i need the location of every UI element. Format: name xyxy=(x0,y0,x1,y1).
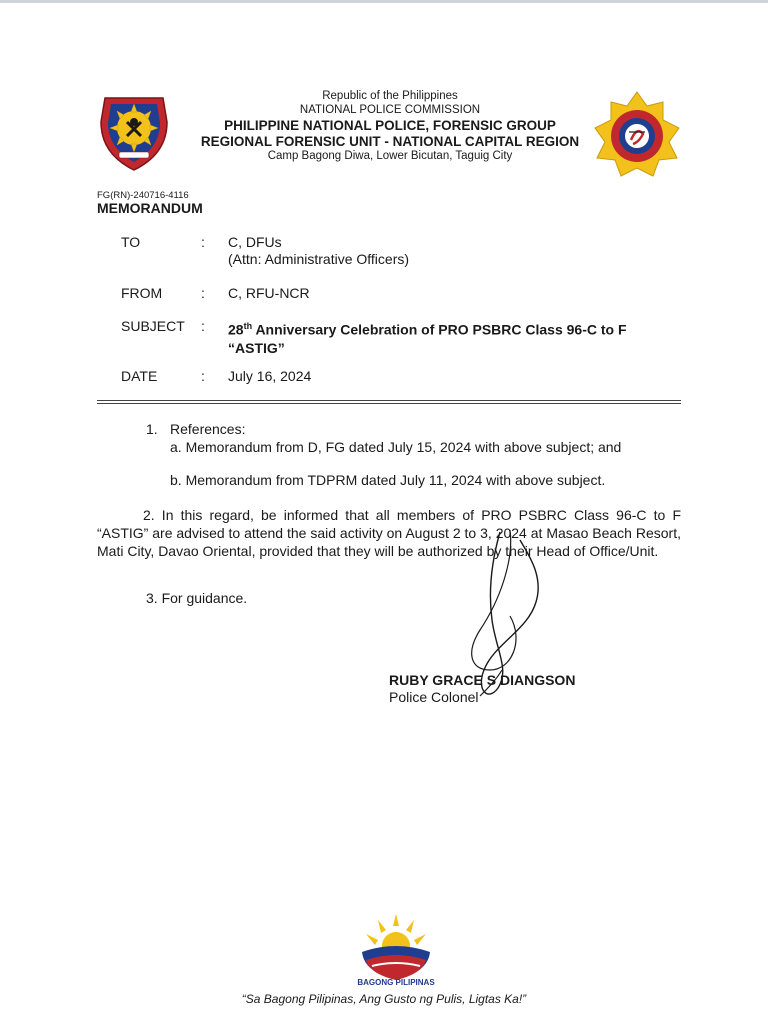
subject-line2: “ASTIG” xyxy=(228,339,285,356)
date-value: July 16, 2024 xyxy=(228,368,312,384)
pnp-forensic-group-seal-icon xyxy=(591,90,683,182)
header-rfu-ncr: REGIONAL FORENSIC UNIT - NATIONAL CAPITAL REGION xyxy=(200,134,580,149)
date-label: DATE xyxy=(121,368,158,384)
ref-heading: References: xyxy=(170,421,246,437)
subject-number: 28 xyxy=(228,321,244,338)
bagong-pilipinas-wordmark: BAGONG PILIPINAS xyxy=(357,978,435,987)
footer-motto: “Sa Bagong Pilipinas, Ang Gusto ng Pulis, Ligtas Ka!” xyxy=(241,992,527,1006)
divider-line xyxy=(97,400,681,401)
to-attn: (Attn: Administrative Officers) xyxy=(228,251,410,267)
header-republic: Republic of the Philippines xyxy=(322,90,458,102)
from-colon: : xyxy=(201,285,205,301)
divider-line-double xyxy=(97,403,681,404)
paragraph-2-text: 2. In this regard, be informed that all members of PRO PSBRC Class 96-C to F “ASTIG” are advised to attend the said activity on August 2 to 3, 2024 at Masao Beach Resort, Mati City, Davao Oriental, provided that they will be authorized by their Head of Office/Unit. xyxy=(97,507,681,559)
paragraph-3: 3. For guidance. xyxy=(146,590,248,606)
ref-item-a: a. Memorandum from D, FG dated July 15, 2024 with above subject; and xyxy=(170,439,622,455)
pnp-seal-icon xyxy=(97,92,171,172)
memo-title: MEMORANDUM xyxy=(97,200,203,216)
date-colon: : xyxy=(201,368,205,384)
to-value: C, DFUs xyxy=(228,234,282,250)
header-address: Camp Bagong Diwa, Lower Bicutan, Taguig City xyxy=(267,150,513,162)
signatory-name: RUBY GRACE S DIANGSON xyxy=(389,672,576,688)
subject-value xyxy=(228,317,688,357)
ref-item-b: b. Memorandum from TDPRM dated July 11, 2024 with above subject. xyxy=(170,472,606,488)
signatory-rank: Police Colonel xyxy=(389,689,479,705)
to-colon: : xyxy=(201,234,205,250)
subject-colon: : xyxy=(201,318,205,334)
header-pnp-fg: PHILIPPINE NATIONAL POLICE, FORENSIC GROUP xyxy=(224,118,556,133)
paragraph-2 xyxy=(97,506,681,560)
ref-number: 1. xyxy=(146,421,158,437)
subject-rest: Anniversary Celebration of PRO PSBRC Class 96-C to F xyxy=(252,321,627,338)
subject-label: SUBJECT xyxy=(121,318,185,334)
from-label: FROM xyxy=(121,285,163,301)
subject-ordinal: th xyxy=(243,321,253,331)
header-napolcom: NATIONAL POLICE COMMISSION xyxy=(299,104,481,116)
from-value: C, RFU-NCR xyxy=(228,285,310,301)
memo-control-number: FG(RN)-240716-4116 xyxy=(97,190,189,201)
page-top-edge xyxy=(0,0,768,3)
to-label: TO xyxy=(121,234,141,250)
